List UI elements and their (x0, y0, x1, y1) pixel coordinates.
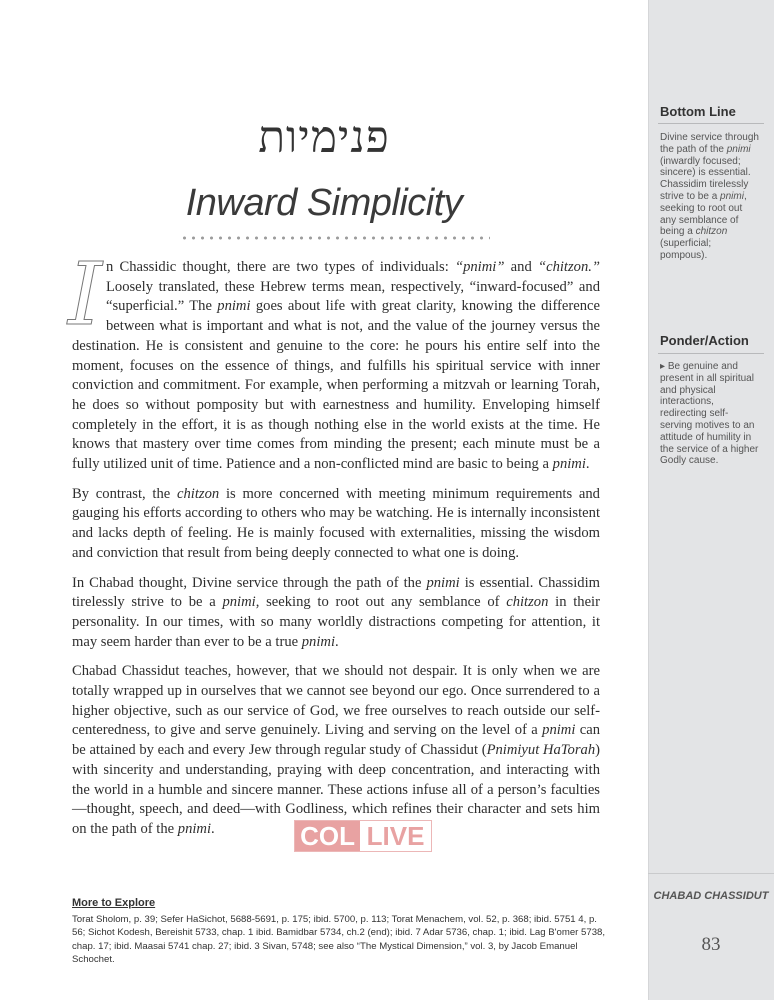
italic-term: pnimi (726, 143, 751, 155)
ponder-action-rule (658, 353, 764, 354)
text-run: is essential. Chassidim tirelessly strive to be a (72, 574, 600, 611)
paragraph-1 (68, 245, 601, 475)
text-run: (superficial; pompous). (660, 238, 712, 261)
page-title: Inward Simplicity (185, 182, 463, 224)
text-run: Chabad Chassidut teaches, however, that we should not despair. It is only when we are totally wrapped up in ourselves that we cannot see beyond our ego. Once surrendered to a higher objective, such as our service of God, we free ourselves to reach outside our self-centeredness, to give and serve genuinely. Living and serving on the level of a (72, 663, 600, 739)
italic-term: pnimi (426, 574, 460, 591)
hebrew-title: פנימיות (258, 112, 390, 163)
italic-term: Pnimiyut HaTorah (486, 742, 596, 759)
text-run: By contrast, the (72, 485, 178, 502)
ponder-action-block (660, 361, 760, 467)
italic-term: pnimi (177, 820, 212, 837)
drop-cap: I (68, 245, 102, 345)
bottom-line-rule (658, 123, 764, 124)
paragraph-1-text (72, 259, 600, 472)
watermark-part-2: LIVE (360, 821, 431, 851)
ponder-action-heading: Ponder/Action (660, 333, 749, 348)
italic-term: pnimi (542, 722, 576, 739)
bottom-line-heading: Bottom Line (660, 104, 736, 119)
watermark-part-1: COL (295, 821, 360, 851)
text-run: is more concerned with meeting minimum requirements and gauging his efforts according to others who may be watching. He is internally inconsistent and lacks depth of feeling. He is mainly focused with externalities, missing the wisdom and conviction that result from being deeply connected to what one is doing. (72, 485, 600, 561)
sidebar-footer-rule (648, 873, 774, 874)
more-to-explore-text: Torat Sholom, p. 39; Sefer HaSichot, 5688-5691, p. 175; ibid. 5700, p. 113; Torat Menachem, vol. 52, p. 368; ibid. 5751 4, p. 56; Sichot Kodesh, Bereishit 5733, chap. 1 ibid. Bamidbar 5734, ch.2 (end); ibid. 7 Adar 5736, chap. 1; ibid. Lag B'omer 5738, chap. 17; ibid. Maasai 5741 chap. 27; ibid. 3 Sivan, 5748; see also “The Mystical Dimension,” vol. 3, by Jacob Emanuel Schochet. (72, 914, 606, 966)
paragraph-3 (72, 574, 600, 653)
italic-term: “chitzon.” (537, 259, 601, 275)
more-to-explore-heading: More to Explore (72, 897, 156, 909)
watermark-logo (294, 820, 432, 852)
italic-term: pnimi (217, 298, 251, 315)
paragraph-2 (72, 485, 600, 564)
text-run: Divine service through the path of the (660, 132, 759, 155)
section-label: CHABAD CHASSIDUT (653, 890, 769, 902)
text-run: and (504, 259, 538, 275)
paragraph-4 (72, 662, 600, 839)
text-run: can be attained by each and every Jew through regular study of Chassidut ( (72, 722, 600, 759)
article-body (68, 245, 601, 850)
page-number: 83 (701, 934, 721, 955)
text-run: . (335, 633, 339, 650)
ponder-action-text: Be genuine and present in all spiritual and physical interactions, redirecting self-serving motives to an attitude of humility in the service of a higher Godly cause. (660, 361, 759, 467)
bullet-icon: ▸ (660, 361, 666, 372)
text-run: n Chassidic thought, there are two types of individuals: (105, 259, 455, 275)
italic-term: pnimi (301, 633, 335, 650)
text-run: , seeking to root out any semblance of being a (660, 190, 747, 238)
dotted-divider (180, 235, 490, 241)
text-run: In Chabad thought, Divine service through the path of the (72, 574, 427, 591)
text-run: goes about life with great clarity, knowing the difference between what is important and what is not, and the value of the journey versus the destination. He is consistent and genuine to the core: he pours his entire self into the moment, focuses on the essence of things, and fulfills his spiritual service with inner conviction and commitment. For example, when performing a mitzvah or learning Torah, he does so without pomposity but with earnestness and humility. Enveloping himself completely in the effort, it is as though nothing else in the world exists at the time. He knows that mastery over time comes from minding the present; each minute must be a fully utilized unit of time. Patience and a non-conflicted mind are basic to being a (72, 298, 600, 473)
italic-term: pnimi (552, 456, 586, 473)
text-run: . (211, 820, 215, 837)
text-run: (inwardly focused; sincere) is essential. Chassidim tirelessly strive to be a (660, 155, 751, 202)
italic-term: pnimi (222, 594, 256, 611)
text-run: ) with sincerity and understanding, praying with deep concentration, and interacting with the world in a humble and sincere manner. These actions infuse all of a person’s faculties—thought, speech, and deed—with Godliness, which refines their character and sets him on the path of the (72, 742, 600, 837)
text-run: . (585, 456, 590, 473)
italic-term: pnimi (720, 190, 744, 202)
italic-term: “pnimi” (454, 259, 505, 275)
text-run: in their personality. In our times, with so many worldly distractions competing for attention, it may seem harder than ever to be a true (72, 594, 600, 650)
text-run: , seeking to root out any semblance of (255, 594, 507, 611)
italic-term: chitzon (177, 485, 220, 502)
text-run: Loosely translated, these Hebrew terms mean, respectively, “inward-focused” and “superficial.” The (105, 278, 600, 315)
italic-term: chitzon (506, 594, 549, 611)
italic-term: chitzon (695, 226, 728, 238)
bottom-line-text (660, 132, 760, 262)
